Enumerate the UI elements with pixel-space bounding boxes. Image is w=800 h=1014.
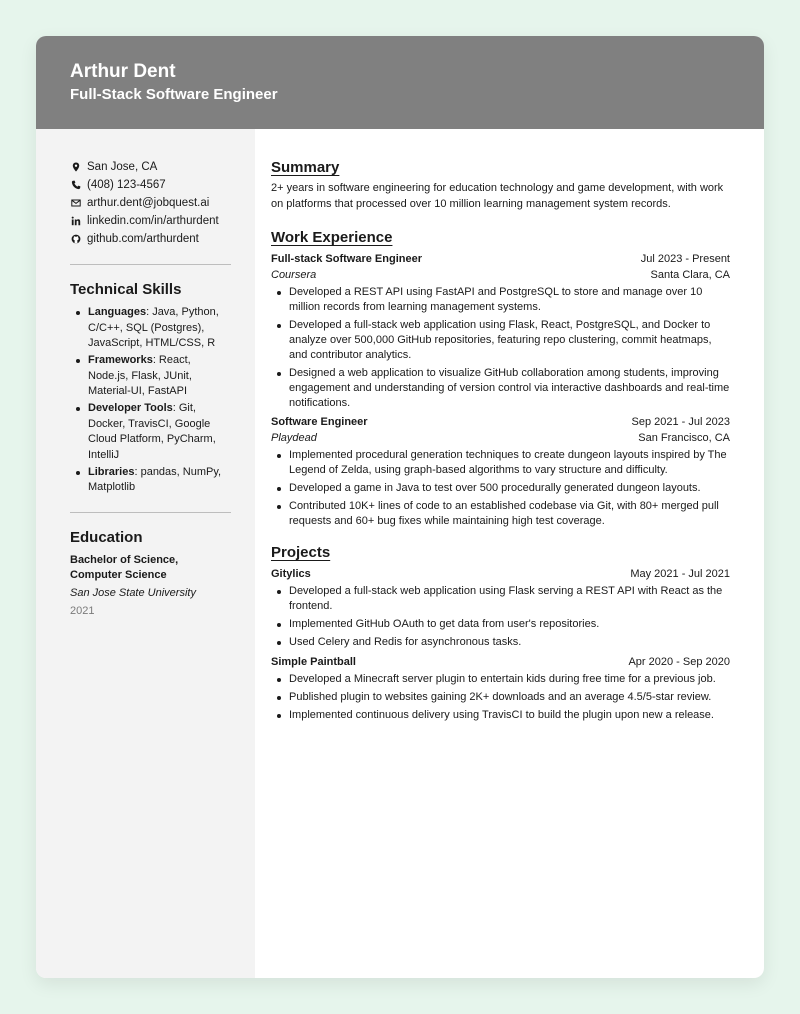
project-bullet: Developed a full-stack web application using Flask serving a REST API with React as the frontend. bbox=[271, 584, 730, 614]
job-entry bbox=[271, 414, 730, 529]
contact-phone-text: (408) 123-4567 bbox=[87, 179, 166, 191]
job-title-row bbox=[271, 414, 730, 430]
project-bullet: Used Celery and Redis for asynchronous tasks. bbox=[271, 635, 730, 650]
contact-linkedin[interactable] bbox=[70, 212, 231, 230]
job-company-row bbox=[271, 430, 730, 446]
resume-body bbox=[36, 129, 764, 978]
skills-list bbox=[70, 305, 231, 496]
contact-email[interactable] bbox=[70, 194, 231, 212]
contact-linkedin-text: linkedin.com/in/arthurdent bbox=[87, 215, 219, 227]
job-bullet: Developed a full-stack web application using Flask, React, PostgreSQL, and Docker to analyze over 500,000 GitHub repositories, featuring repo clustering, commit heatmaps, and contributor analytics. bbox=[271, 318, 730, 363]
sidebar-divider bbox=[70, 512, 231, 513]
job-dates: Sep 2021 - Jul 2023 bbox=[631, 416, 730, 428]
job-bullets bbox=[271, 448, 730, 529]
job-location: Santa Clara, CA bbox=[650, 269, 730, 281]
skill-label: Developer Tools bbox=[88, 402, 173, 414]
project-title-row bbox=[271, 654, 730, 670]
job-bullet: Developed a REST API using FastAPI and PostgreSQL to store and manage over 10 million records from learning management systems. bbox=[271, 285, 730, 315]
contact-github[interactable] bbox=[70, 230, 231, 248]
linkedin-icon bbox=[70, 215, 82, 227]
project-entry bbox=[271, 654, 730, 723]
job-bullet: Designed a web application to visualize GitHub collaboration among students, improving engagement and understanding of version control via interactive dashboards and real-time notifications. bbox=[271, 366, 730, 411]
project-title: Gitylics bbox=[271, 568, 311, 580]
contact-location bbox=[70, 158, 231, 176]
summary-heading: Summary bbox=[271, 159, 340, 176]
job-location: San Francisco, CA bbox=[638, 432, 730, 444]
job-bullet: Implemented procedural generation techniques to create dungeon layouts inspired by The Legend of Zelda, using graph-based algorithms to vary structure and difficulty. bbox=[271, 448, 730, 478]
skill-value: : Java, Python, C/C++, SQL (Postgres), JavaScript, HTML/CSS, R bbox=[88, 306, 219, 349]
project-entry bbox=[271, 566, 730, 650]
contact-email-text: arthur.dent@jobquest.ai bbox=[87, 197, 210, 209]
contact-list bbox=[70, 158, 231, 248]
resume-header bbox=[36, 36, 764, 129]
skill-value: : pandas, NumPy, Matplotlib bbox=[88, 465, 222, 493]
skill-value: : React, Node.js, Flask, JUnit, Material-UI, FastAPI bbox=[88, 354, 192, 397]
email-icon bbox=[70, 197, 82, 209]
resume-page bbox=[36, 36, 764, 978]
skill-item bbox=[70, 305, 231, 352]
education-degree: Bachelor of Science, Computer Science bbox=[70, 553, 179, 581]
sidebar bbox=[36, 129, 255, 978]
skill-label: Languages bbox=[88, 306, 147, 318]
job-title: Software Engineer bbox=[271, 416, 368, 428]
job-bullet: Developed a game in Java to test over 500 procedurally generated dungeon layouts. bbox=[271, 481, 730, 496]
skills-heading: Technical Skills bbox=[70, 281, 182, 298]
skill-label: Libraries bbox=[88, 465, 135, 478]
job-bullets bbox=[271, 285, 730, 411]
project-title-row bbox=[271, 566, 730, 582]
education-school: San Jose State University bbox=[70, 586, 196, 599]
contact-phone[interactable] bbox=[70, 176, 231, 194]
github-icon bbox=[70, 233, 82, 245]
projects-heading: Projects bbox=[271, 544, 331, 561]
contact-github-text: github.com/arthurdent bbox=[87, 233, 199, 245]
skill-value: : Git, Docker, TravisCI, Google Cloud Platform, PyCharm, IntelliJ bbox=[88, 402, 216, 461]
main-content bbox=[255, 129, 764, 978]
project-bullets bbox=[271, 672, 730, 723]
job-company: Playdead bbox=[271, 432, 317, 444]
contact-location-text: San Jose, CA bbox=[87, 161, 158, 173]
project-title: Simple Paintball bbox=[271, 656, 356, 668]
project-bullet: Implemented GitHub OAuth to get data from user's repositories. bbox=[271, 617, 730, 632]
education-heading: Education bbox=[70, 528, 143, 546]
project-bullet: Developed a Minecraft server plugin to entertain kids during free time for a previous job. bbox=[271, 672, 730, 687]
skill-item bbox=[70, 353, 231, 400]
candidate-role: Full-Stack Software Engineer bbox=[70, 86, 278, 103]
job-bullet: Contributed 10K+ lines of code to an established codebase via Git, with 80+ merged pull requests and 60+ bug fixes while maintaining high test coverage. bbox=[271, 499, 730, 529]
location-pin-icon bbox=[70, 161, 82, 173]
job-title-row bbox=[271, 251, 730, 267]
skill-label: Frameworks bbox=[88, 354, 153, 366]
education-year: 2021 bbox=[70, 604, 95, 617]
project-dates: Apr 2020 - Sep 2020 bbox=[628, 656, 730, 668]
job-company: Coursera bbox=[271, 269, 317, 281]
project-bullets bbox=[271, 584, 730, 650]
job-title: Full-stack Software Engineer bbox=[271, 253, 422, 265]
summary-text: 2+ years in software engineering for education technology and game development, with work on platforms that processed over 10 million learning management system records. bbox=[271, 182, 724, 210]
job-entry bbox=[271, 251, 730, 411]
sidebar-divider bbox=[70, 264, 231, 265]
experience-heading: Work Experience bbox=[271, 229, 393, 246]
project-bullet: Implemented continuous delivery using TravisCI to build the plugin upon new a release. bbox=[271, 708, 730, 723]
project-dates: May 2021 - Jul 2021 bbox=[630, 568, 730, 580]
candidate-name: Arthur Dent bbox=[70, 61, 176, 82]
project-bullet: Published plugin to websites gaining 2K+ downloads and an average 4.5/5-star review. bbox=[271, 690, 730, 705]
job-company-row bbox=[271, 267, 730, 283]
phone-icon bbox=[70, 179, 82, 191]
job-dates: Jul 2023 - Present bbox=[640, 253, 730, 265]
skill-item bbox=[70, 465, 231, 496]
skill-item bbox=[70, 401, 231, 463]
